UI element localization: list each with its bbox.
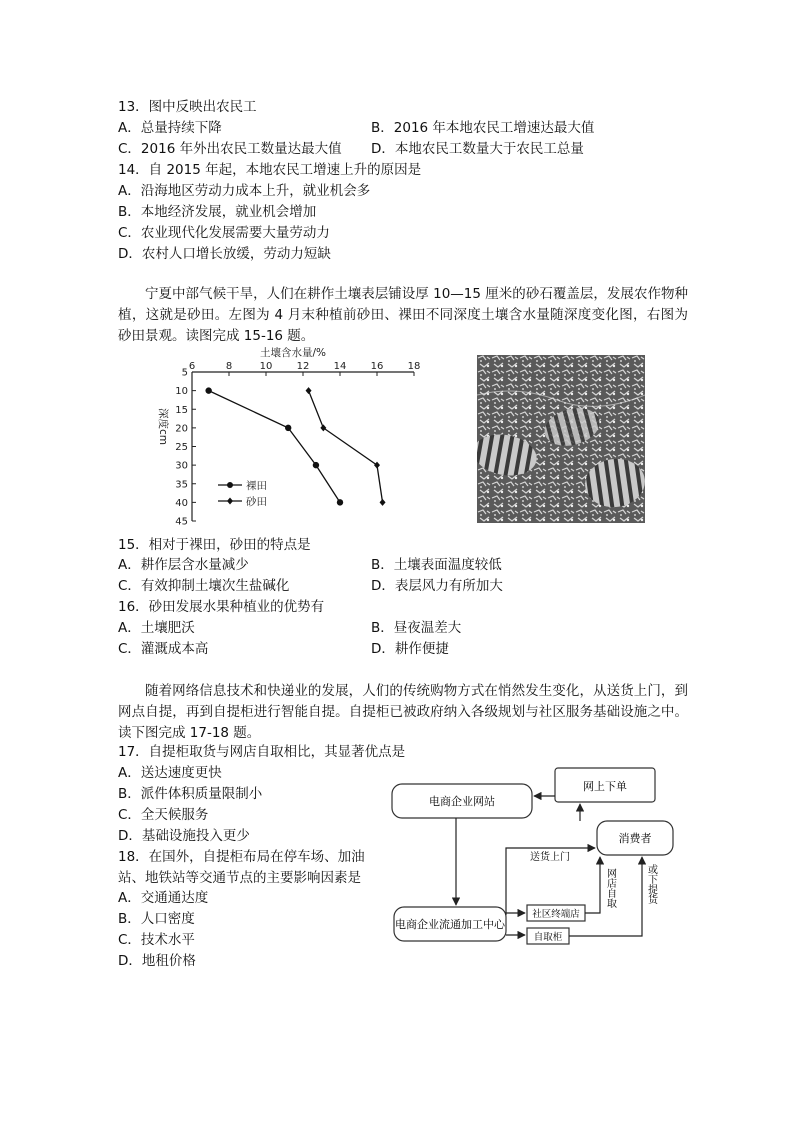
legend-label-1: 裸田: [246, 480, 267, 492]
online-order-label: 网上下单: [583, 780, 627, 793]
ecommerce-site-label: 电商企业网站: [429, 795, 495, 808]
q13-option-c: C．2016 年外出农民工数量达最大值: [118, 141, 342, 157]
q17-option-c: C．全天候服务: [118, 807, 209, 823]
offline-pickup-label: 或下提货: [645, 864, 657, 904]
q16-option-a: A．土壤肥沃: [118, 620, 195, 636]
sand-field-photo: [477, 355, 645, 523]
x-tick-label: 18: [407, 361, 421, 372]
q13-option-a: A．总量持续下降: [118, 120, 222, 136]
data-point-2: [374, 462, 380, 469]
q13-option-d: D．本地农民工数量大于农民工总量: [371, 141, 584, 157]
y-axis-label: 深度cm: [157, 407, 169, 446]
data-point-2: [320, 424, 326, 431]
q15-stem: 15．相对于裸田，砂田的特点是: [118, 537, 311, 553]
y-tick-label: 5: [181, 367, 188, 379]
x-tick-label: 14: [333, 361, 347, 372]
q13-option-b: B．2016 年本地农民工增速达最大值: [371, 120, 595, 136]
x-tick-label: 10: [259, 361, 273, 372]
y-tick-label: 40: [175, 497, 188, 509]
q18-option-d: D．地租价格: [118, 953, 196, 969]
y-tick-label: 25: [175, 442, 188, 453]
q14-option-c: C．农业现代化发展需要大量劳动力: [118, 225, 330, 241]
data-point-1: [285, 425, 291, 431]
q14-option-a: A．沿海地区劳动力成本上升，就业机会多: [118, 183, 371, 199]
y-tick-label: 45: [175, 516, 188, 528]
q16-option-c: C．灌溉成本高: [118, 641, 209, 657]
processing-center-label: 电商企业流通加工中心: [395, 918, 505, 931]
x-tick-label: 8: [225, 361, 233, 372]
q17-option-d: D．基础设施投入更少: [118, 828, 250, 844]
q15-option-d: D．表层风力有所加大: [371, 578, 503, 594]
passage-pickup-locker: 随着网络信息技术和快递业的发展，人们的传统购物方式在悄然发生变化，从送货上门，到网点自提，再到自提柜进行智能自提。自提柜已被政府纳入各级规划与社区服务基础设施之中。读下图完成 17-18 题。: [118, 683, 688, 741]
q17-option-a: A．送达速度更快: [118, 765, 222, 781]
q13-stem: 13．图中反映出农民工: [118, 99, 257, 115]
legend-marker-2: [227, 498, 233, 505]
q18-option-b: B．人口密度: [118, 911, 195, 927]
legend-label-2: 砂田: [246, 496, 267, 508]
q14-option-b: B．本地经济发展，就业机会增加: [118, 204, 317, 220]
q15-option-b: B．土壤表面温度较低: [371, 557, 502, 573]
y-tick-label: 10: [175, 386, 188, 398]
q16-option-d: D．耕作便捷: [371, 641, 449, 657]
q15-option-c: C．有效抑制土壤次生盐碱化: [118, 578, 290, 594]
legend-marker-1: [227, 482, 233, 488]
watermelon-field-image: [477, 355, 645, 523]
data-point-1: [205, 387, 211, 393]
y-tick-label: 30: [175, 460, 188, 472]
q15-option-a: A．耕作层含水量减少: [118, 557, 249, 573]
data-point-2: [306, 387, 312, 394]
q17-option-b: B．派件体积质量限制小: [118, 786, 263, 802]
y-tick-label: 15: [175, 404, 188, 416]
data-point-1: [337, 499, 343, 505]
q17-stem: 17．自提柜取货与网店自取相比，其显著优点是: [118, 744, 406, 760]
q16-stem: 16．砂田发展水果种植业的优势有: [118, 599, 325, 615]
q14-stem: 14．自 2015 年起，本地农民工增速上升的原因是: [118, 162, 422, 178]
q18-option-c: C．技术水平: [118, 932, 195, 948]
x-tick-label: 16: [370, 361, 384, 372]
y-tick-label: 35: [175, 479, 188, 491]
consumer-label: 消费者: [618, 832, 652, 845]
series-line-2: [309, 391, 383, 503]
data-point-1: [313, 462, 319, 468]
passage-sand-field: 宁夏中部气候干旱，人们在耕作土壤表层铺设厚 10—15 厘米的砂石覆盖层，发展农作物种植，这就是砂田。左图为 4 月末种植前砂田、裸田不同深度土壤含水量随深度变化图，右图为砂田景观。读图完成 15-16 题。: [118, 286, 688, 344]
q18-stem-line1: 18．在国外，自提柜布局在停车场、加油: [118, 849, 365, 865]
pickup-locker-label: 自取柜: [533, 932, 563, 943]
x-axis-label: 土壤含水量/%: [259, 347, 327, 359]
y-tick-label: 20: [175, 423, 188, 435]
store-pickup-label: 网店自取: [604, 868, 616, 908]
q16-option-b: B．昼夜温差大: [371, 620, 462, 636]
q14-option-d: D．农村人口增长放缓，劳动力短缺: [118, 246, 331, 262]
x-tick-label: 12: [296, 361, 310, 372]
x-tick-label: 6: [188, 361, 196, 372]
soil-moisture-chart: [150, 345, 430, 530]
data-point-2: [380, 499, 386, 506]
pickup-flow-diagram: [380, 760, 680, 950]
community-store-label: 社区终端店: [532, 909, 580, 920]
q18-option-a: A．交通通达度: [118, 890, 209, 906]
q18-stem-line2: 站、地铁站等交通节点的主要影响因素是: [118, 870, 361, 886]
door-delivery-label: 送货上门: [530, 852, 570, 863]
